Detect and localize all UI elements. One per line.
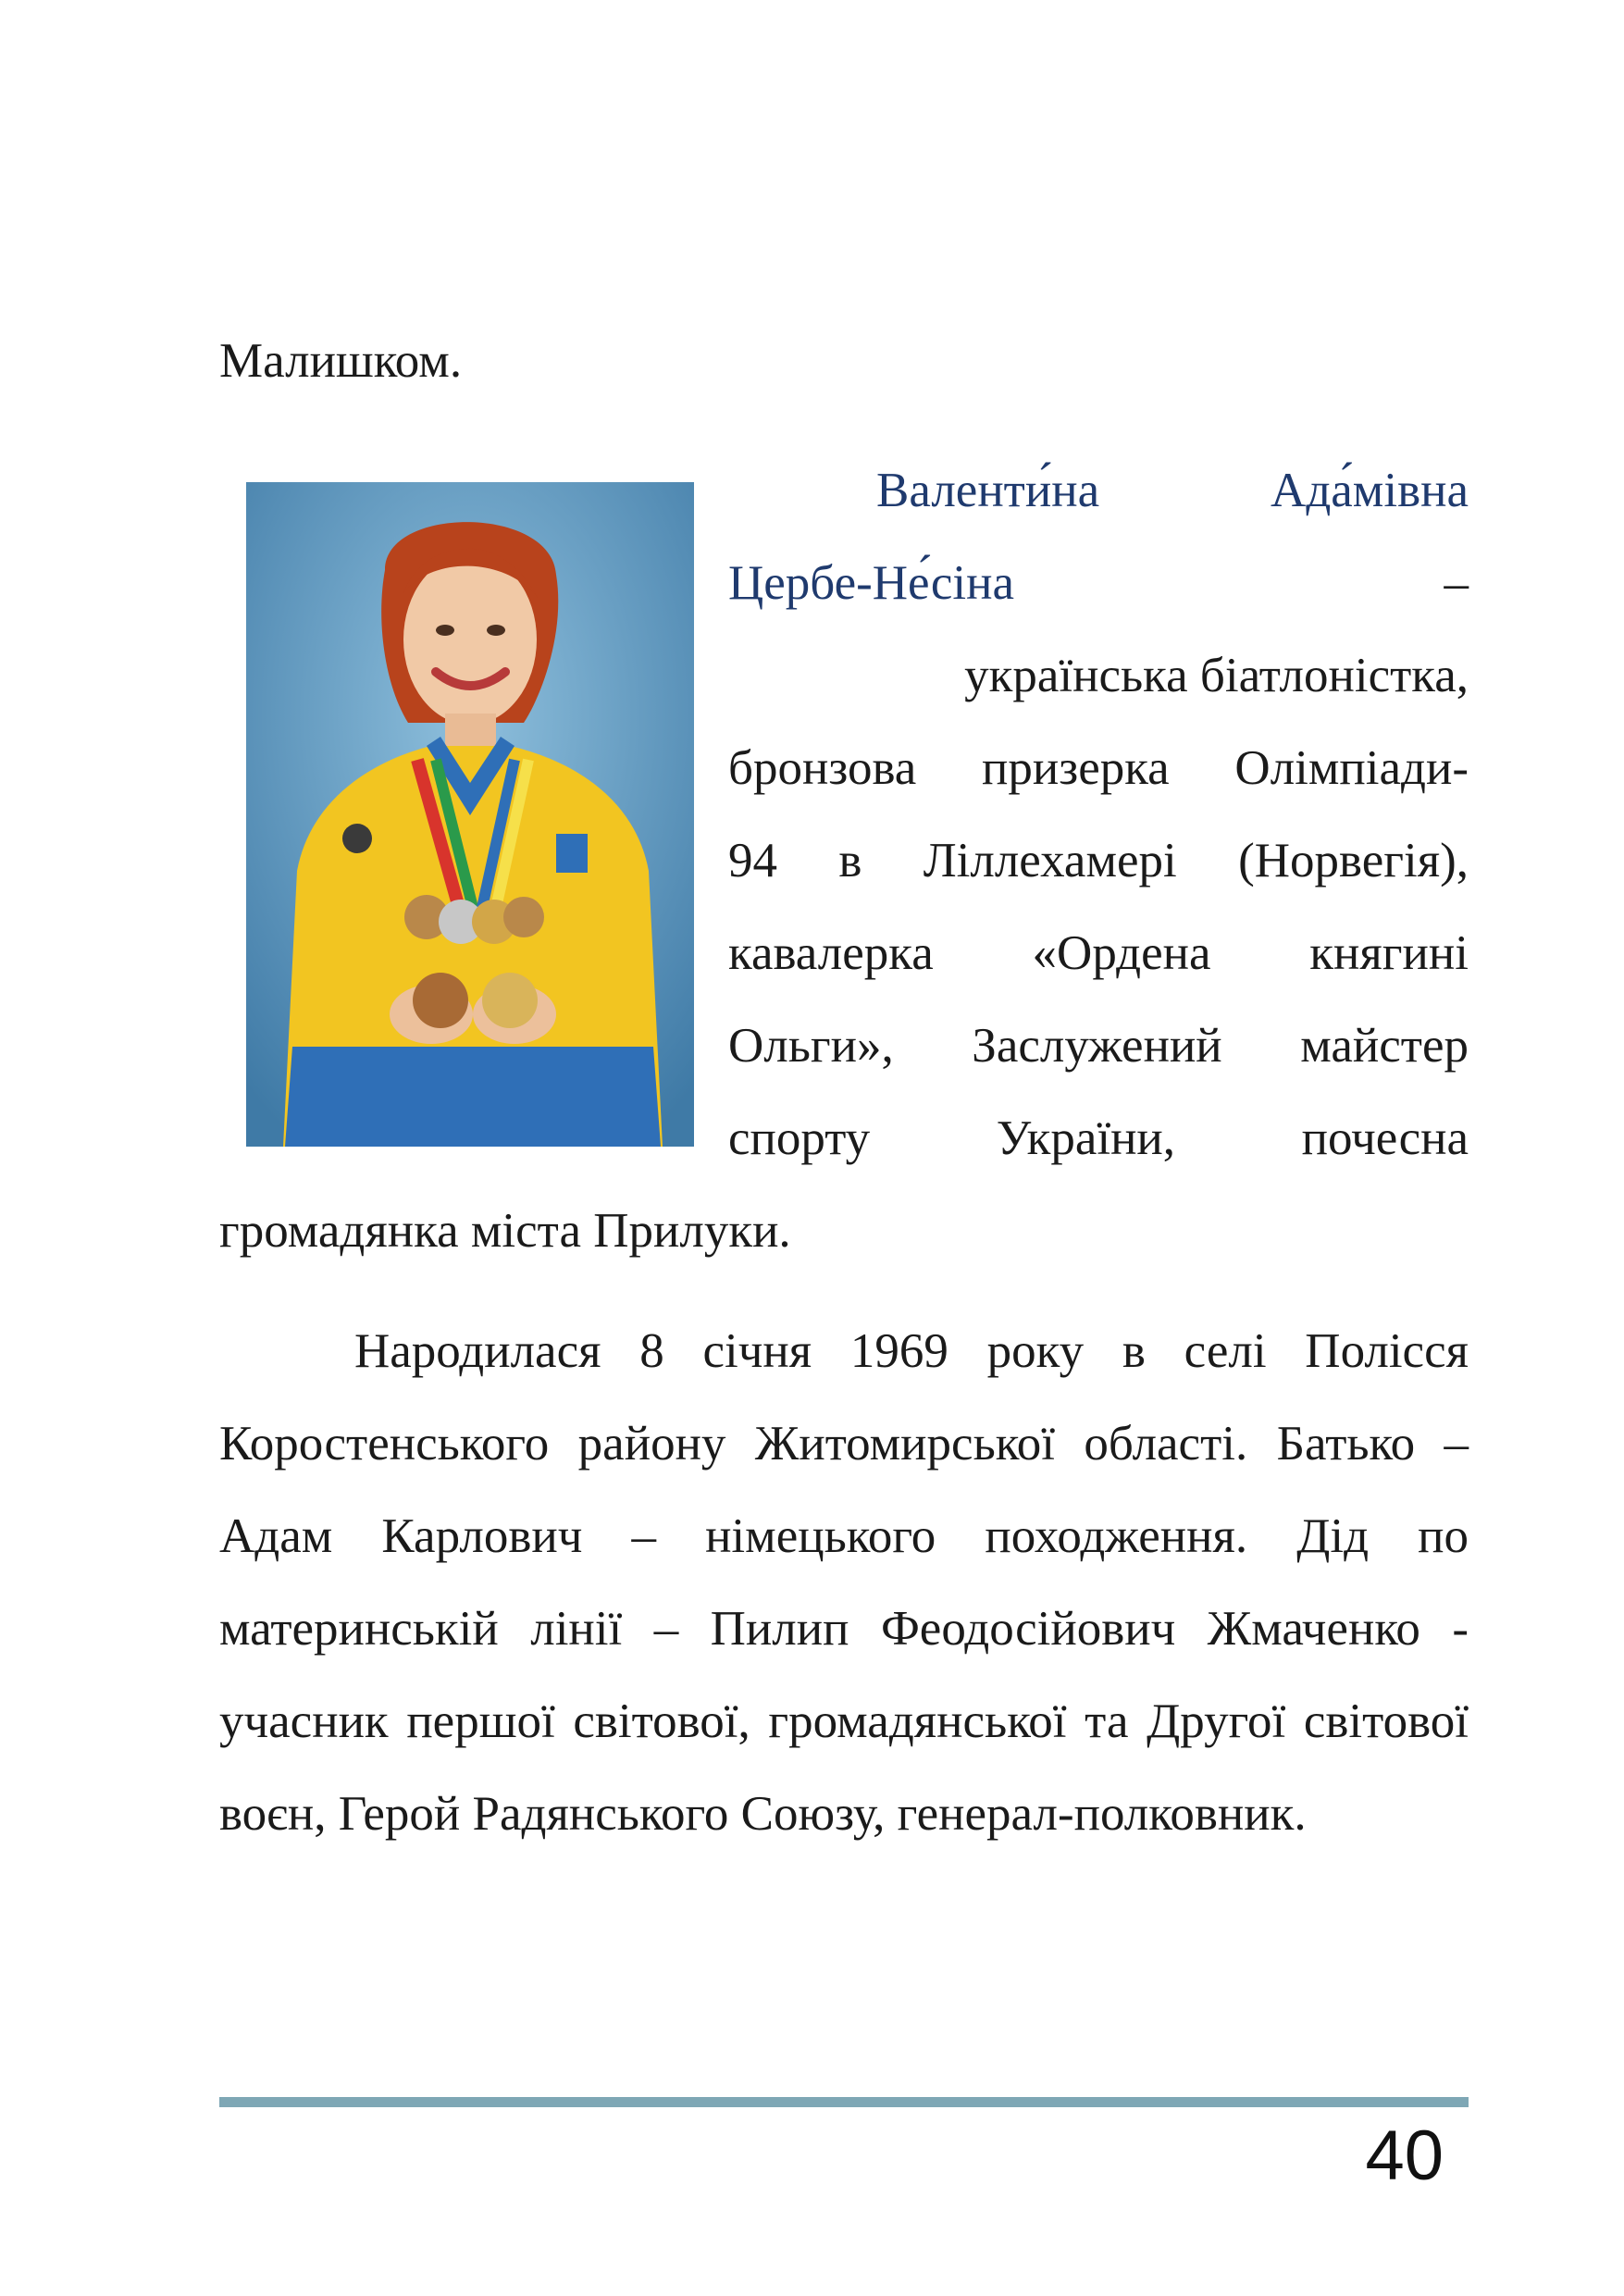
page-number: 40 — [1365, 2116, 1444, 2195]
bio-line-1 — [728, 444, 1469, 537]
bio-last-line: громадянка міста Прилуки. — [219, 1204, 791, 1258]
bio-line-4: бронзова призерка Олімпіади- — [728, 741, 1469, 795]
name-last: Цербе-Не́сіна — [728, 556, 1014, 610]
name-dash: – — [1444, 556, 1469, 610]
footer-rule — [219, 2097, 1469, 2107]
portrait-photo — [246, 482, 694, 1147]
bio-line-5: 94 в Ліллехамері (Норвегія), — [728, 834, 1469, 887]
lead-line: Малишком. — [219, 334, 463, 388]
body-paragraph: Народилася 8 січня 1969 року в селі Полісся Коростенського району Житомирської області. Батько – Адам Карлович – німецького походження. Дід по материнській лінії – Пилип Феодосійович Жмаченко - учасник першої світової, громадянської та Другої світової воєн, Герой Радянського Союзу, генерал-полковник. — [219, 1324, 1469, 1841]
bio-line-7: Ольги», Заслужений майстер — [728, 1019, 1469, 1073]
bio-line-8: спорту України, почесна — [728, 1111, 1469, 1165]
bio-line-2 — [728, 537, 1469, 629]
name-first: Валенти́на — [876, 464, 1100, 517]
bio-line-6: кавалерка «Ордена княгині — [728, 926, 1469, 980]
bio-line-3: українська біатлоністка, — [964, 649, 1469, 702]
name-patronymic: Ада́мівна — [1271, 464, 1469, 517]
